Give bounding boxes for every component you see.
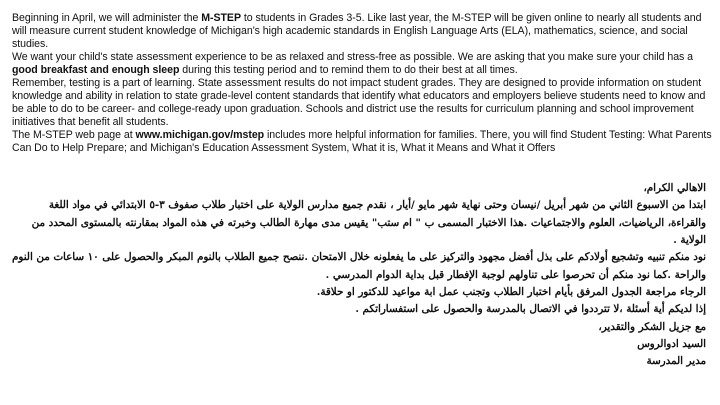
english-paragraph-4 bbox=[12, 129, 712, 155]
english-paragraph-2 bbox=[12, 51, 712, 77]
arabic-greeting: الاهالي الكرام، bbox=[643, 182, 706, 194]
english-p1-text-2: to students in Grades 3-5. Like last year, the M-STEP will be given online to nearly all students and will measure current student knowledge of Michigan's high academic standards in English Language Arts (ELA), mathematics, science, and social studies. bbox=[12, 12, 702, 51]
arabic-closing: مع جزيل الشكر والتقدير، bbox=[598, 320, 706, 333]
english-p2-text-1: We want your child's state assessment experience to be as relaxed and stress-free as possible. We are asking that you make sure your child has a bbox=[12, 51, 694, 64]
arabic-paragraph-1: ابتدا من الاسبوع الثاني من شهر أبريل /نيسان وحتى نهاية شهر مايو /أيار ، نقدم جميع مدارس الولاية على اختبار طلاب صفوف ٣-٥ الابتدائي في مواد اللغة والقراءة، الرياضيات، العلوم والاجتماعيات .هذا الاختبار المسمى ب " ام ستب" يقيس مدى مهارة الطالب وخبرته في هذه المواد بمقارنته بالمستوى المحدد من الولاية . bbox=[31, 199, 706, 247]
arabic-letter bbox=[10, 180, 706, 371]
arabic-signature-name: السيد ادوالروس bbox=[637, 338, 706, 351]
english-p1-text-1: Beginning in April, we will administer the bbox=[12, 12, 202, 24]
english-p4-text-1: The M-STEP web page at bbox=[12, 129, 136, 142]
english-p4-text-2: includes more helpful information for families. There, you will find Student Testing: What Parents Can Do to Help Prepare; and Michigan's Education Assessment System, What it is, What it Means and What it Offers bbox=[12, 129, 712, 155]
english-letter bbox=[12, 12, 712, 156]
english-p1-bold-mstep: M-STEP bbox=[201, 12, 241, 24]
arabic-signature-title: مدير المدرسة bbox=[646, 355, 706, 368]
english-paragraph-3: Remember, testing is a part of learning. State assessment results do not impact student grades. They are designed to provide information on student knowledge and ability in relation to state grade-level content standards that identify what educators and employers believe students need to know and be able to do to be career- and college-ready upon graduation. Schools and district use the results for curriculum planning and school improvement initiatives that benefit all students. bbox=[12, 77, 706, 129]
english-p2-bold-breakfast: good breakfast and enough sleep bbox=[12, 64, 180, 77]
english-p4-bold-url: www.michigan.gov/mstep bbox=[135, 129, 265, 142]
arabic-paragraph-2: نود منكم تنبيه وتشجيع أولادكم على بذل أفضل مجهود والتركيز على ما يفعلونه خلال الامتحان .ننصح جميع الطلاب بالنوم المبكر والحصول على ١٠ ساعات من النوم والراحة .كما نود منكم أن تحرصوا على تناولهم لوجبة الإفطار قبل بداية الدوام المدرسي . bbox=[12, 251, 706, 281]
arabic-paragraph-4: إذا لديكم أية أسئلة ،لا تترددوا في الاتصال بالمدرسة والحصول على استفساراتكم . bbox=[355, 303, 706, 316]
arabic-paragraph-3: الرجاء مراجعة الجدول المرفق بأيام اختبار الطلاب وتجنب عمل ابة مواعيد للدكتور او حلاقة. bbox=[316, 286, 706, 299]
english-paragraph-1 bbox=[12, 12, 712, 51]
english-p2-text-2: during this testing period and to remind them to do their best at all times. bbox=[179, 64, 518, 77]
